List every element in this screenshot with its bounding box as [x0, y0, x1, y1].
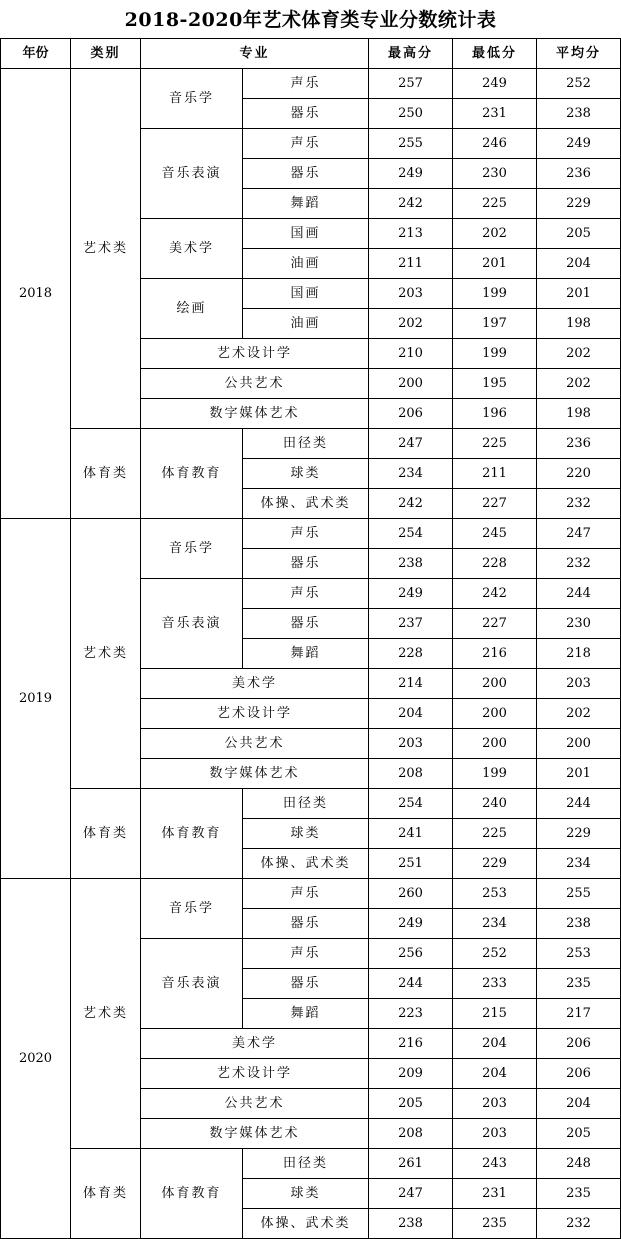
avg-score-cell: 205	[537, 219, 621, 249]
max-score-cell: 260	[369, 879, 453, 909]
avg-score-cell: 202	[537, 369, 621, 399]
sub-major-cell: 体操、武术类	[243, 489, 369, 519]
table-title: 2018-2020年艺术体育类专业分数统计表	[124, 9, 497, 31]
max-score-cell: 238	[369, 1209, 453, 1239]
avg-score-cell: 253	[537, 939, 621, 969]
max-score-cell: 210	[369, 339, 453, 369]
min-score-cell: 200	[453, 729, 537, 759]
avg-score-cell: 201	[537, 279, 621, 309]
avg-score-cell: 249	[537, 129, 621, 159]
min-score-cell: 234	[453, 909, 537, 939]
avg-score-cell: 202	[537, 339, 621, 369]
avg-score-cell: 220	[537, 459, 621, 489]
max-score-cell: 204	[369, 699, 453, 729]
max-score-cell: 257	[369, 69, 453, 99]
max-score-cell: 244	[369, 969, 453, 999]
major-cell: 音乐表演	[141, 579, 243, 669]
max-score-cell: 254	[369, 519, 453, 549]
major-cell: 体育教育	[141, 789, 243, 879]
major-cell: 美术学	[141, 219, 243, 279]
max-score-cell: 213	[369, 219, 453, 249]
sub-major-cell: 器乐	[243, 99, 369, 129]
major-cell: 美术学	[141, 669, 369, 699]
max-score-cell: 247	[369, 429, 453, 459]
sub-major-cell: 油画	[243, 249, 369, 279]
min-score-cell: 240	[453, 789, 537, 819]
sub-major-cell: 声乐	[243, 879, 369, 909]
min-score-cell: 249	[453, 69, 537, 99]
avg-score-cell: 203	[537, 669, 621, 699]
max-score-cell: 208	[369, 759, 453, 789]
major-cell: 公共艺术	[141, 1089, 369, 1119]
min-score-cell: 253	[453, 879, 537, 909]
sub-major-cell: 器乐	[243, 969, 369, 999]
min-score-cell: 199	[453, 759, 537, 789]
max-score-cell: 203	[369, 279, 453, 309]
min-score-cell: 245	[453, 519, 537, 549]
min-score-cell: 203	[453, 1089, 537, 1119]
max-score-cell: 205	[369, 1089, 453, 1119]
avg-score-cell: 235	[537, 1179, 621, 1209]
min-score-cell: 200	[453, 699, 537, 729]
max-score-cell: 206	[369, 399, 453, 429]
max-score-cell: 228	[369, 639, 453, 669]
max-score-cell: 216	[369, 1029, 453, 1059]
avg-score-cell: 230	[537, 609, 621, 639]
avg-score-cell: 248	[537, 1149, 621, 1179]
max-score-cell: 242	[369, 489, 453, 519]
avg-score-cell: 244	[537, 579, 621, 609]
major-cell: 绘画	[141, 279, 243, 339]
sub-major-cell: 球类	[243, 819, 369, 849]
avg-score-cell: 232	[537, 489, 621, 519]
major-cell: 音乐表演	[141, 939, 243, 1029]
major-cell: 体育教育	[141, 1149, 243, 1239]
major-cell: 公共艺术	[141, 369, 369, 399]
year-cell: 2018	[1, 69, 71, 519]
min-score-cell: 216	[453, 639, 537, 669]
avg-score-cell: 201	[537, 759, 621, 789]
avg-score-cell: 200	[537, 729, 621, 759]
year-cell: 2019	[1, 519, 71, 879]
avg-score-cell: 247	[537, 519, 621, 549]
avg-score-cell: 206	[537, 1059, 621, 1089]
sub-major-cell: 声乐	[243, 519, 369, 549]
min-score-cell: 243	[453, 1149, 537, 1179]
min-score-cell: 199	[453, 279, 537, 309]
major-cell: 音乐表演	[141, 129, 243, 219]
table-row	[1, 429, 621, 459]
avg-score-cell: 202	[537, 699, 621, 729]
max-score-cell: 238	[369, 549, 453, 579]
major-cell: 音乐学	[141, 69, 243, 129]
min-score-cell: 196	[453, 399, 537, 429]
sub-major-cell: 田径类	[243, 1149, 369, 1179]
score-table	[0, 38, 621, 1239]
table-row	[1, 879, 621, 909]
min-score-cell: 195	[453, 369, 537, 399]
major-cell: 数字媒体艺术	[141, 399, 369, 429]
sub-major-cell: 声乐	[243, 579, 369, 609]
category-cell: 体育类	[71, 1149, 141, 1239]
max-score-cell: 242	[369, 189, 453, 219]
max-score-cell: 255	[369, 129, 453, 159]
major-cell: 音乐学	[141, 519, 243, 579]
major-cell: 数字媒体艺术	[141, 1119, 369, 1149]
max-score-cell: 254	[369, 789, 453, 819]
header-max: 最高分	[369, 39, 453, 69]
sub-major-cell: 舞蹈	[243, 189, 369, 219]
sub-major-cell: 器乐	[243, 549, 369, 579]
sub-major-cell: 国画	[243, 219, 369, 249]
max-score-cell: 202	[369, 309, 453, 339]
max-score-cell: 249	[369, 159, 453, 189]
max-score-cell: 261	[369, 1149, 453, 1179]
table-body	[1, 69, 621, 1239]
min-score-cell: 242	[453, 579, 537, 609]
sub-major-cell: 舞蹈	[243, 999, 369, 1029]
sub-major-cell: 器乐	[243, 909, 369, 939]
sub-major-cell: 器乐	[243, 609, 369, 639]
min-score-cell: 229	[453, 849, 537, 879]
avg-score-cell: 204	[537, 249, 621, 279]
max-score-cell: 247	[369, 1179, 453, 1209]
avg-score-cell: 206	[537, 1029, 621, 1059]
max-score-cell: 203	[369, 729, 453, 759]
sub-major-cell: 声乐	[243, 129, 369, 159]
category-cell: 艺术类	[71, 879, 141, 1149]
min-score-cell: 225	[453, 429, 537, 459]
avg-score-cell: 204	[537, 1089, 621, 1119]
avg-score-cell: 205	[537, 1119, 621, 1149]
min-score-cell: 230	[453, 159, 537, 189]
max-score-cell: 241	[369, 819, 453, 849]
min-score-cell: 235	[453, 1209, 537, 1239]
avg-score-cell: 255	[537, 879, 621, 909]
sub-major-cell: 球类	[243, 459, 369, 489]
max-score-cell: 234	[369, 459, 453, 489]
min-score-cell: 231	[453, 99, 537, 129]
min-score-cell: 233	[453, 969, 537, 999]
avg-score-cell: 238	[537, 909, 621, 939]
max-score-cell: 200	[369, 369, 453, 399]
max-score-cell: 223	[369, 999, 453, 1029]
sub-major-cell: 田径类	[243, 429, 369, 459]
avg-score-cell: 234	[537, 849, 621, 879]
sub-major-cell: 油画	[243, 309, 369, 339]
header-category: 类别	[71, 39, 141, 69]
sub-major-cell: 球类	[243, 1179, 369, 1209]
min-score-cell: 252	[453, 939, 537, 969]
sub-major-cell: 田径类	[243, 789, 369, 819]
min-score-cell: 204	[453, 1029, 537, 1059]
category-cell: 艺术类	[71, 69, 141, 429]
avg-score-cell: 198	[537, 399, 621, 429]
avg-score-cell: 244	[537, 789, 621, 819]
sub-major-cell: 器乐	[243, 159, 369, 189]
header-min: 最低分	[453, 39, 537, 69]
avg-score-cell: 229	[537, 819, 621, 849]
avg-score-cell: 232	[537, 549, 621, 579]
avg-score-cell: 229	[537, 189, 621, 219]
avg-score-cell: 236	[537, 159, 621, 189]
min-score-cell: 231	[453, 1179, 537, 1209]
min-score-cell: 204	[453, 1059, 537, 1089]
sub-major-cell: 国画	[243, 279, 369, 309]
major-cell: 公共艺术	[141, 729, 369, 759]
max-score-cell: 237	[369, 609, 453, 639]
category-cell: 体育类	[71, 789, 141, 879]
avg-score-cell: 252	[537, 69, 621, 99]
major-cell: 艺术设计学	[141, 339, 369, 369]
sub-major-cell: 体操、武术类	[243, 849, 369, 879]
major-cell: 体育教育	[141, 429, 243, 519]
avg-score-cell: 236	[537, 429, 621, 459]
header-year: 年份	[1, 39, 71, 69]
min-score-cell: 246	[453, 129, 537, 159]
min-score-cell: 199	[453, 339, 537, 369]
avg-score-cell: 217	[537, 999, 621, 1029]
max-score-cell: 209	[369, 1059, 453, 1089]
table-row	[1, 69, 621, 99]
min-score-cell: 215	[453, 999, 537, 1029]
min-score-cell: 200	[453, 669, 537, 699]
min-score-cell: 197	[453, 309, 537, 339]
avg-score-cell: 218	[537, 639, 621, 669]
category-cell: 艺术类	[71, 519, 141, 789]
major-cell: 数字媒体艺术	[141, 759, 369, 789]
avg-score-cell: 198	[537, 309, 621, 339]
major-cell: 艺术设计学	[141, 699, 369, 729]
avg-score-cell: 235	[537, 969, 621, 999]
min-score-cell: 225	[453, 189, 537, 219]
max-score-cell: 208	[369, 1119, 453, 1149]
max-score-cell: 249	[369, 909, 453, 939]
max-score-cell: 256	[369, 939, 453, 969]
header-avg: 平均分	[537, 39, 621, 69]
min-score-cell: 228	[453, 549, 537, 579]
avg-score-cell: 238	[537, 99, 621, 129]
max-score-cell: 250	[369, 99, 453, 129]
avg-score-cell: 232	[537, 1209, 621, 1239]
major-cell: 艺术设计学	[141, 1059, 369, 1089]
min-score-cell: 202	[453, 219, 537, 249]
sub-major-cell: 声乐	[243, 939, 369, 969]
header-major: 专业	[141, 39, 369, 69]
sub-major-cell: 体操、武术类	[243, 1209, 369, 1239]
max-score-cell: 249	[369, 579, 453, 609]
min-score-cell: 225	[453, 819, 537, 849]
min-score-cell: 201	[453, 249, 537, 279]
min-score-cell: 211	[453, 459, 537, 489]
table-row	[1, 789, 621, 819]
min-score-cell: 227	[453, 489, 537, 519]
table-row	[1, 519, 621, 549]
header-row	[1, 39, 621, 69]
sub-major-cell: 声乐	[243, 69, 369, 99]
sub-major-cell: 舞蹈	[243, 639, 369, 669]
category-cell: 体育类	[71, 429, 141, 519]
major-cell: 美术学	[141, 1029, 369, 1059]
major-cell: 音乐学	[141, 879, 243, 939]
max-score-cell: 211	[369, 249, 453, 279]
min-score-cell: 203	[453, 1119, 537, 1149]
table-row	[1, 1149, 621, 1179]
max-score-cell: 214	[369, 669, 453, 699]
year-cell: 2020	[1, 879, 71, 1239]
max-score-cell: 251	[369, 849, 453, 879]
min-score-cell: 227	[453, 609, 537, 639]
